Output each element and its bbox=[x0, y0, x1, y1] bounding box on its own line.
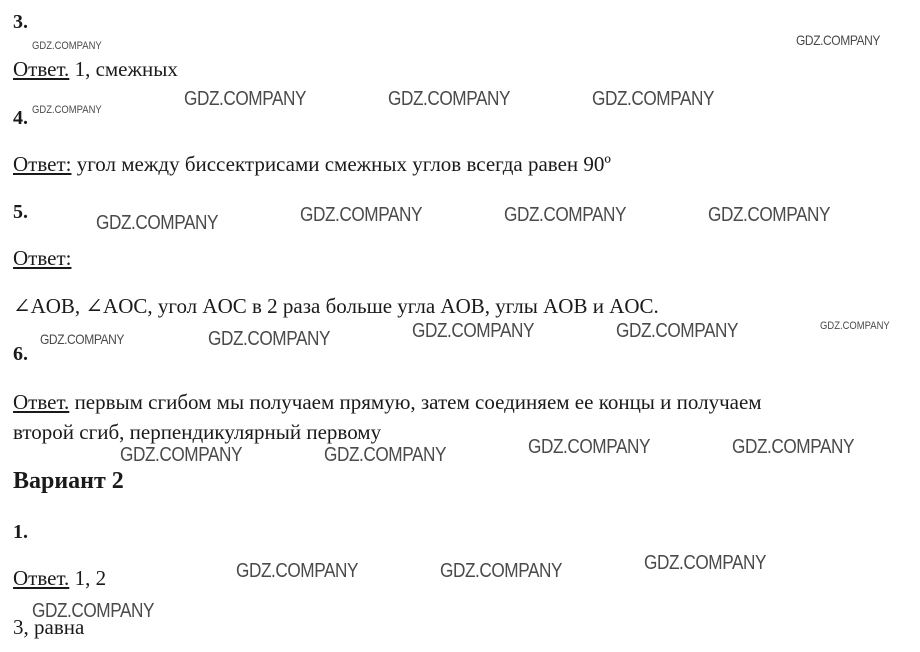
watermark: GDZ.COMPANY bbox=[732, 436, 855, 458]
answer-text: 1, смежных bbox=[69, 57, 178, 81]
watermark: GDZ.COMPANY bbox=[504, 204, 627, 226]
variant2-answer-1 bbox=[13, 566, 106, 590]
watermark: GDZ.COMPANY bbox=[388, 88, 511, 110]
watermark: GDZ.COMPANY bbox=[616, 320, 739, 342]
watermark: GDZ.COMPANY bbox=[324, 444, 447, 466]
variant2-answer-line: 3, равна bbox=[13, 615, 85, 639]
watermark: GDZ.COMPANY bbox=[592, 88, 715, 110]
watermark: GDZ.COMPANY bbox=[412, 320, 535, 342]
answer-5-label-line bbox=[13, 246, 71, 270]
answer-5-text: ∠AOB, ∠AOC, угол AOC в 2 раза больше угла AOB, углы AOB и AOC. bbox=[13, 294, 659, 318]
task-number-5: 5. bbox=[13, 201, 28, 223]
watermark: GDZ.COMPANY bbox=[40, 331, 125, 347]
task-number-3: 3. bbox=[13, 11, 28, 33]
answer-text: угол между биссектрисами смежных углов всегда равен 90º bbox=[71, 152, 611, 176]
variant2-task-number-1: 1. bbox=[13, 521, 28, 543]
watermark: GDZ.COMPANY bbox=[208, 328, 331, 350]
watermark: GDZ.COMPANY bbox=[32, 40, 102, 52]
answer-text: первым сгибом мы получаем прямую, затем соединяем ее концы и получаем bbox=[69, 390, 762, 414]
answer-label: Ответ. bbox=[13, 390, 70, 414]
answer-3 bbox=[13, 57, 178, 81]
watermark: GDZ.COMPANY bbox=[120, 444, 243, 466]
watermark: GDZ.COMPANY bbox=[32, 104, 102, 116]
task-number-6: 6. bbox=[13, 343, 28, 365]
answer-4 bbox=[13, 152, 611, 176]
answer-6 bbox=[13, 390, 762, 414]
watermark: GDZ.COMPANY bbox=[236, 560, 359, 582]
watermark: GDZ.COMPANY bbox=[300, 204, 423, 226]
watermark: GDZ.COMPANY bbox=[184, 88, 307, 110]
variant-heading: Вариант 2 bbox=[13, 468, 124, 494]
answer-6-line2: второй сгиб, перпендикулярный первому bbox=[13, 420, 382, 444]
watermark: GDZ.COMPANY bbox=[708, 204, 831, 226]
task-number-4: 4. bbox=[13, 107, 28, 129]
watermark: GDZ.COMPANY bbox=[32, 600, 155, 622]
watermark: GDZ.COMPANY bbox=[796, 32, 881, 48]
watermark: GDZ.COMPANY bbox=[528, 436, 651, 458]
watermark: GDZ.COMPANY bbox=[440, 560, 563, 582]
watermark: GDZ.COMPANY bbox=[820, 320, 890, 332]
answer-label: Ответ: bbox=[13, 246, 72, 270]
answer-label: Ответ: bbox=[13, 152, 72, 176]
answer-text: 1, 2 bbox=[69, 566, 107, 590]
answer-label: Ответ. bbox=[13, 57, 70, 81]
answer-label: Ответ. bbox=[13, 566, 70, 590]
watermark: GDZ.COMPANY bbox=[96, 212, 219, 234]
watermark: GDZ.COMPANY bbox=[644, 552, 767, 574]
